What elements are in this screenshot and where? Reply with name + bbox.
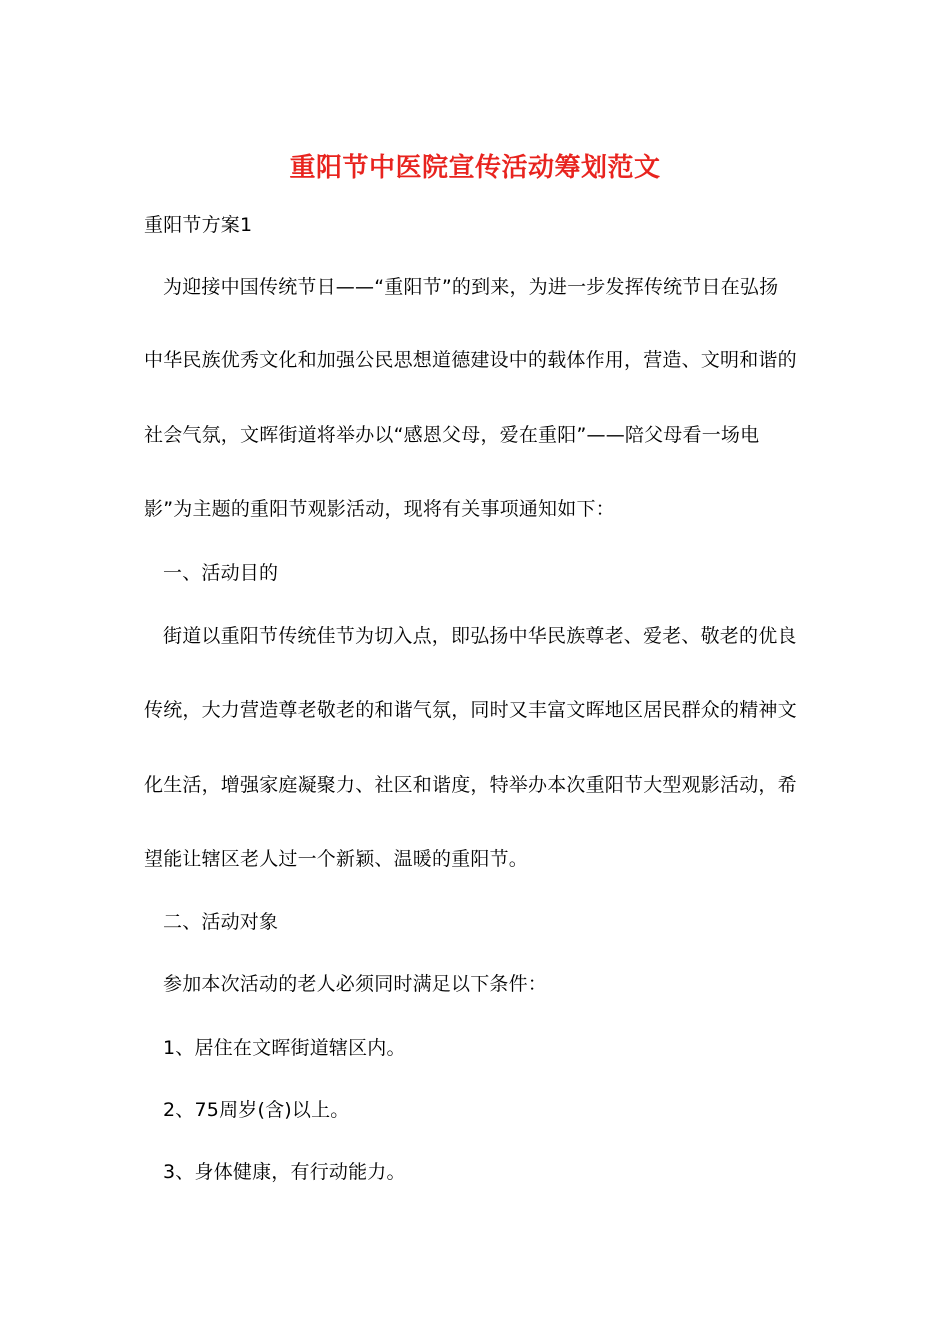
paragraph-line: 望能让辖区老人过一个新颖、温暖的重阳节。 bbox=[144, 848, 529, 870]
list-item: 2、75周岁(含)以上。 bbox=[163, 1099, 350, 1121]
document-title: 重阳节中医院宣传活动筹划范文 bbox=[289, 153, 661, 183]
paragraph-line: 街道以重阳节传统佳节为切入点，即弘扬中华民族尊老、爱老、敬老的优良 bbox=[163, 625, 797, 647]
list-item: 3、身体健康，有行动能力。 bbox=[163, 1161, 406, 1183]
paragraph-line: 传统，大力营造尊老敬老的和谐气氛，同时又丰富文晖地区居民群众的精神文 bbox=[144, 699, 797, 721]
section-heading-plan: 重阳节方案1 bbox=[144, 214, 253, 236]
section-heading-target: 二、活动对象 bbox=[163, 911, 279, 933]
list-item: 1、居住在文晖街道辖区内。 bbox=[163, 1037, 406, 1059]
paragraph-line: 为迎接中国传统节日——“重阳节”的到来，为进一步发挥传统节日在弘扬 bbox=[163, 276, 779, 298]
paragraph-line: 影”为主题的重阳节观影活动，现将有关事项通知如下： bbox=[144, 498, 615, 520]
paragraph-line: 社会气氛，文晖街道将举办以“感恩父母，爱在重阳”——陪父母看一场电 bbox=[144, 424, 760, 446]
paragraph-line: 化生活，增强家庭凝聚力、社区和谐度，特举办本次重阳节大型观影活动，希 bbox=[144, 774, 797, 796]
section-heading-purpose: 一、活动目的 bbox=[163, 562, 279, 584]
paragraph-line: 中华民族优秀文化和加强公民思想道德建设中的载体作用，营造、文明和谐的 bbox=[144, 349, 797, 371]
paragraph-line: 参加本次活动的老人必须同时满足以下条件： bbox=[163, 973, 548, 995]
